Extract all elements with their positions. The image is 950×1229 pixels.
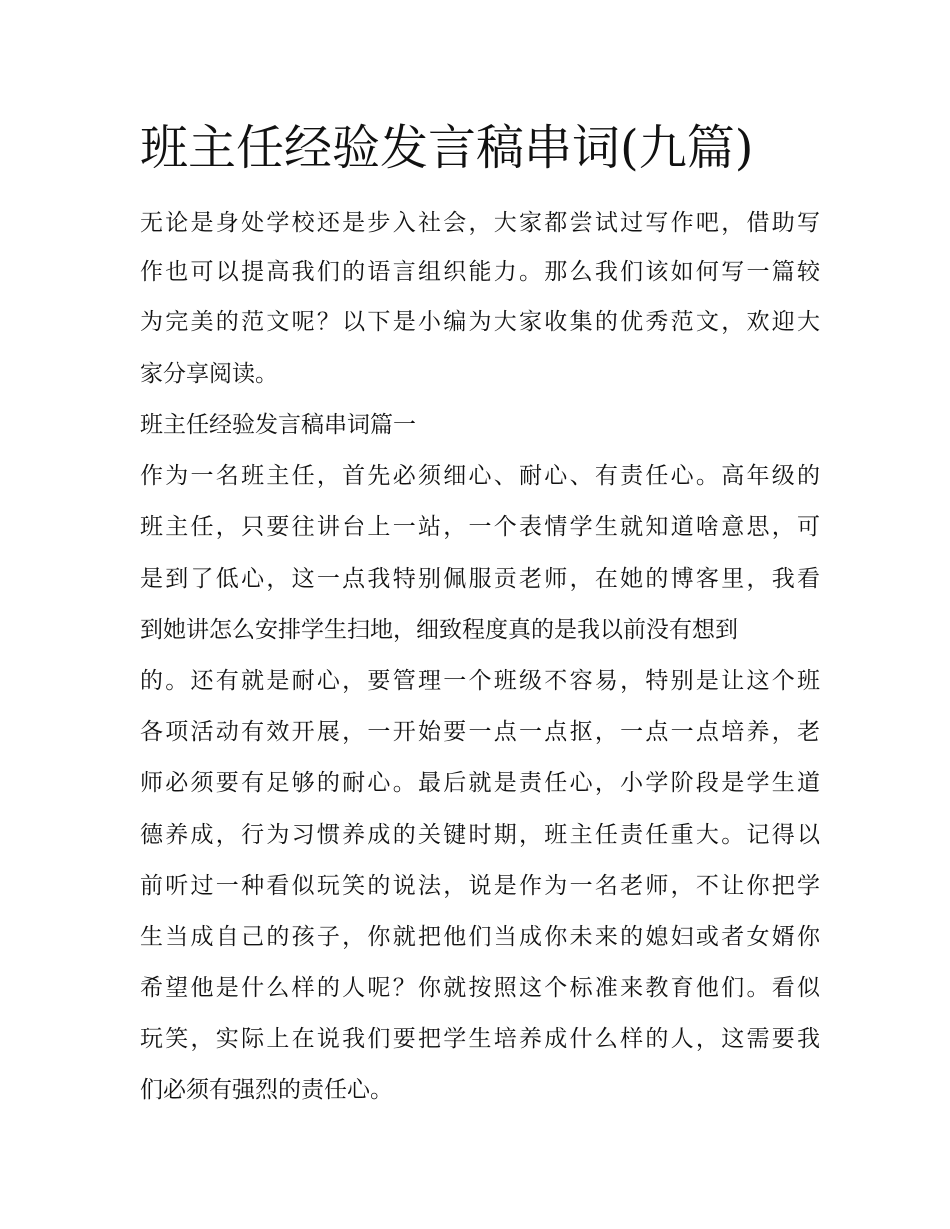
paragraph-line: 为完美的范文呢？以下是小编为大家收集的优秀范文，欢迎大 <box>140 309 820 335</box>
paragraph-line: 们必须有强烈的责任心。 <box>140 1077 393 1103</box>
paragraph-line: 是到了低心，这一点我特别佩服贡老师，在她的博客里，我看 <box>140 566 820 592</box>
paragraph-line: 生当成自己的孩子，你就把他们当成你未来的媳妇或者女婿你 <box>140 924 820 950</box>
paragraph-line: 德养成，行为习惯养成的关键时期，班主任责任重大。记得以 <box>140 822 820 848</box>
paragraph-line: 作也可以提高我们的语言组织能力。那么我们该如何写一篇较 <box>140 259 820 285</box>
paragraph-line: 无论是身处学校还是步入社会，大家都尝试过写作吧，借助写 <box>140 210 820 236</box>
paragraph-line: 到她讲怎么安排学生扫地，细致程度真的是我以前没有想到 <box>140 617 738 643</box>
paragraph-line: 希望他是什么样的人呢？你就按照这个标准来教育他们。看似 <box>140 975 820 1001</box>
paragraph-line: 班主任，只要往讲台上一站，一个表情学生就知道啥意思，可 <box>140 514 820 540</box>
paragraph-line: 的。还有就是耐心，要管理一个班级不容易，特别是让这个班 <box>140 668 820 694</box>
paragraph-line: 作为一名班主任，首先必须细心、耐心、有责任心。高年级的 <box>140 463 820 489</box>
paragraph-line: 各项活动有效开展，一开始要一点一点抠，一点一点培养，老 <box>140 719 820 745</box>
paragraph-line: 前听过一种看似玩笑的说法，说是作为一名老师，不让你把学 <box>140 873 820 899</box>
document-title: 班主任经验发言稿串词(九篇) <box>140 120 754 176</box>
paragraph-line: 玩笑，实际上在说我们要把学生培养成什么样的人，这需要我 <box>140 1026 820 1052</box>
paragraph-line: 师必须要有足够的耐心。最后就是责任心，小学阶段是学生道 <box>140 770 820 796</box>
section-heading: 班主任经验发言稿串词篇一 <box>140 412 416 438</box>
paragraph-line: 家分享阅读。 <box>140 361 278 387</box>
